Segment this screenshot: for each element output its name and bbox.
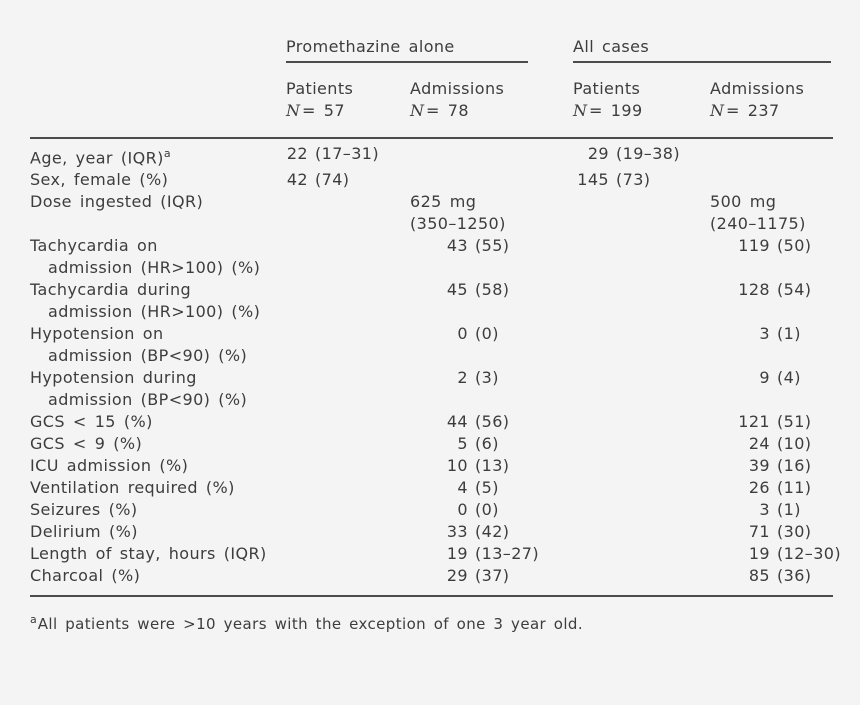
cell-admissions-all (710, 235, 833, 279)
table-row-hypotension-on-admission (30, 323, 833, 367)
value-paren: (5) (475, 478, 499, 498)
value-paren: (30) (777, 522, 812, 542)
table-row-sex (30, 169, 833, 191)
value-number: 29 (587, 144, 609, 163)
n-variable: N (410, 101, 424, 120)
value-number: 29 (446, 566, 468, 586)
value-line: (240–1175) (710, 214, 806, 234)
value-paren: (10) (777, 434, 812, 454)
row-label: Ventilation required (%) (30, 478, 235, 498)
cell-admissions-promethazine (410, 169, 573, 191)
value-number: 145 (577, 170, 609, 190)
column-group-header-row (30, 36, 833, 64)
column-header-admissions-promethazine: Admissions N = 78 (410, 79, 505, 120)
value-line: 500 mg (710, 192, 777, 212)
value-number: 128 (738, 280, 770, 300)
row-label: Charcoal (%) (30, 566, 141, 586)
value-paren: (1) (777, 500, 801, 520)
cell-admissions-promethazine (410, 191, 573, 235)
value-number: 39 (748, 456, 770, 476)
table-row-tachycardia-during-admission (30, 279, 833, 323)
value-paren: (19–38) (616, 144, 681, 163)
cell-admissions-promethazine (410, 433, 573, 455)
value-number: 24 (748, 434, 770, 454)
cell-admissions-promethazine (410, 521, 573, 543)
footnote-marker: a (30, 613, 37, 627)
cell-patients-all (573, 235, 710, 279)
value-number: 0 (457, 500, 468, 520)
cell-admissions-all (710, 169, 833, 191)
cell-patients-all (573, 191, 710, 235)
cell-admissions-promethazine (410, 543, 573, 565)
cell-admissions-promethazine (410, 499, 573, 521)
cell-patients-all (573, 367, 710, 411)
column-group-all-cases (573, 36, 833, 64)
value-number: 33 (446, 522, 468, 542)
row-label: Delirium (%) (30, 522, 138, 542)
cell-patients-promethazine (286, 367, 410, 411)
n-variable: N (573, 101, 587, 120)
cell-patients-promethazine (286, 235, 410, 279)
column-header-row (30, 78, 833, 122)
value-number: 43 (446, 236, 468, 256)
column-header-admissions-all-cases: Admissions N = 237 (710, 79, 805, 120)
value-number: 5 (457, 434, 468, 454)
table-bottom-rule (30, 595, 833, 597)
table-row-charcoal (30, 565, 833, 587)
cell-admissions-promethazine (410, 411, 573, 433)
value-paren: (56) (475, 412, 510, 432)
row-label: Sex, female (%) (30, 170, 169, 190)
n-variable: N (286, 101, 300, 120)
footnote-text: All patients were >10 years with the exception of one 3 year old. (37, 615, 584, 634)
column-group-label: All cases (573, 37, 650, 56)
value-number: 22 (286, 144, 308, 163)
cell-admissions-all (710, 411, 833, 433)
cell-admissions-all (710, 565, 833, 587)
row-label: GCS < 15 (%) (30, 412, 153, 432)
value-number: 71 (748, 522, 770, 542)
value-paren: (13–27) (475, 544, 540, 564)
value-paren: (0) (475, 500, 499, 520)
row-label: Tachycardia on admission (HR>100) (%) (30, 236, 261, 278)
value-paren: (16) (777, 456, 812, 476)
cell-patients-promethazine (286, 411, 410, 433)
cell-patients-promethazine (286, 521, 410, 543)
value-number: 2 (457, 368, 468, 388)
table-row-gcs-under-15 (30, 411, 833, 433)
value-paren: (51) (777, 412, 812, 432)
cell-patients-promethazine (286, 499, 410, 521)
row-label: ICU admission (%) (30, 456, 189, 476)
row-label: Hypotension on admission (BP<90) (%) (30, 324, 248, 366)
cell-patients-all (573, 169, 710, 191)
cell-admissions-all (710, 543, 842, 565)
value-number: 9 (759, 368, 770, 388)
cell-patients-promethazine (286, 455, 410, 477)
value-number: 0 (457, 324, 468, 344)
cell-patients-promethazine (286, 543, 410, 565)
value-paren: (58) (475, 280, 510, 300)
value-line: (350–1250) (410, 214, 506, 234)
value-paren: (1) (777, 324, 801, 344)
table-row-icu-admission (30, 455, 833, 477)
n-variable: N (710, 101, 724, 120)
cell-patients-promethazine (286, 323, 410, 367)
cell-patients-all (573, 499, 710, 521)
cell-patients-all (573, 323, 710, 367)
value-number: 26 (748, 478, 770, 498)
cell-patients-all (573, 143, 710, 169)
cell-admissions-promethazine (410, 477, 573, 499)
row-label-header-spacer (30, 78, 286, 122)
table-body (30, 143, 842, 587)
value-number: 19 (748, 544, 770, 564)
value-paren: (4) (777, 368, 801, 388)
cell-patients-all (573, 411, 710, 433)
cell-admissions-promethazine (410, 279, 573, 323)
cell-patients-promethazine (286, 477, 410, 499)
cell-admissions-promethazine (410, 367, 573, 411)
value-paren: (36) (777, 566, 812, 586)
value-number: 119 (738, 236, 770, 256)
value-paren: (11) (777, 478, 812, 498)
cell-admissions-promethazine (410, 565, 573, 587)
cell-patients-promethazine (286, 143, 410, 169)
cell-admissions-all (710, 477, 833, 499)
value-paren: (74) (315, 170, 350, 190)
row-label: Tachycardia during admission (HR>100) (%) (30, 280, 261, 322)
value-paren: (50) (777, 236, 812, 256)
column-group-label: Promethazine alone (286, 37, 455, 56)
value-number: 121 (738, 412, 770, 432)
value-number: 3 (759, 500, 770, 520)
cell-admissions-all (710, 521, 833, 543)
value-paren: (12–30) (777, 544, 842, 564)
cell-admissions-all (710, 499, 833, 521)
cell-admissions-promethazine (410, 235, 573, 279)
cell-patients-all (573, 521, 710, 543)
value-paren: (73) (616, 170, 651, 190)
table-row-age (30, 143, 833, 169)
value-line: 625 mg (410, 192, 477, 212)
value-number: 19 (446, 544, 468, 564)
cell-patients-all (573, 279, 710, 323)
row-label: Dose ingested (IQR) (30, 192, 204, 212)
cell-patients-all (573, 477, 710, 499)
cell-admissions-all (710, 279, 833, 323)
table-row-gcs-under-9 (30, 433, 833, 455)
cell-patients-all (573, 455, 710, 477)
cell-patients-promethazine (286, 565, 410, 587)
cell-admissions-all (710, 323, 833, 367)
cell-patients-promethazine (286, 433, 410, 455)
value-number: 10 (446, 456, 468, 476)
cell-admissions-promethazine (410, 323, 573, 367)
table-row-delirium (30, 521, 833, 543)
value-paren: (42) (475, 522, 510, 542)
cell-admissions-all (710, 367, 833, 411)
value-paren: (0) (475, 324, 499, 344)
value-number: 44 (446, 412, 468, 432)
cell-patients-all (573, 433, 710, 455)
table-row-ventilation-required (30, 477, 833, 499)
cell-patients-promethazine (286, 169, 410, 191)
value-paren: (54) (777, 280, 812, 300)
cell-admissions-promethazine (410, 143, 573, 169)
cell-admissions-all (710, 143, 833, 169)
cell-admissions-all (710, 191, 833, 235)
cell-patients-all (573, 543, 710, 565)
value-number: 3 (759, 324, 770, 344)
value-number: 4 (457, 478, 468, 498)
table-footnote (30, 609, 833, 635)
table-row-dose (30, 191, 833, 235)
column-group-promethazine-alone (286, 36, 573, 64)
cell-patients-promethazine (286, 191, 410, 235)
cell-admissions-promethazine (410, 455, 573, 477)
table-row-length-of-stay (30, 543, 842, 565)
table-row-seizures (30, 499, 833, 521)
value-paren: (17–31) (315, 144, 380, 163)
table-row-tachycardia-on-admission (30, 235, 833, 279)
table-top-rule (30, 137, 833, 139)
value-paren: (13) (475, 456, 510, 476)
row-label: GCS < 9 (%) (30, 434, 143, 454)
cell-admissions-all (710, 455, 833, 477)
row-label: Seizures (%) (30, 500, 138, 520)
table-row-hypotension-during-admission (30, 367, 833, 411)
column-header-patients-all-cases: Patients N = 199 (573, 79, 643, 120)
row-label: Hypotension during admission (BP<90) (%) (30, 368, 248, 410)
value-paren: (3) (475, 368, 499, 388)
value-paren: (55) (475, 236, 510, 256)
value-paren: (37) (475, 566, 510, 586)
value-number: 45 (446, 280, 468, 300)
row-label: Length of stay, hours (IQR) (30, 544, 267, 564)
row-label: Age, year (IQR)$^a$ (30, 147, 171, 168)
footnote-marker: a (163, 147, 171, 160)
cell-patients-all (573, 565, 710, 587)
value-number: 42 (286, 170, 308, 190)
cell-patients-promethazine (286, 279, 410, 323)
value-paren: (6) (475, 434, 499, 454)
value-number: 85 (748, 566, 770, 586)
column-header-patients-promethazine: Patients N = 57 (286, 79, 354, 120)
cell-admissions-all (710, 433, 833, 455)
